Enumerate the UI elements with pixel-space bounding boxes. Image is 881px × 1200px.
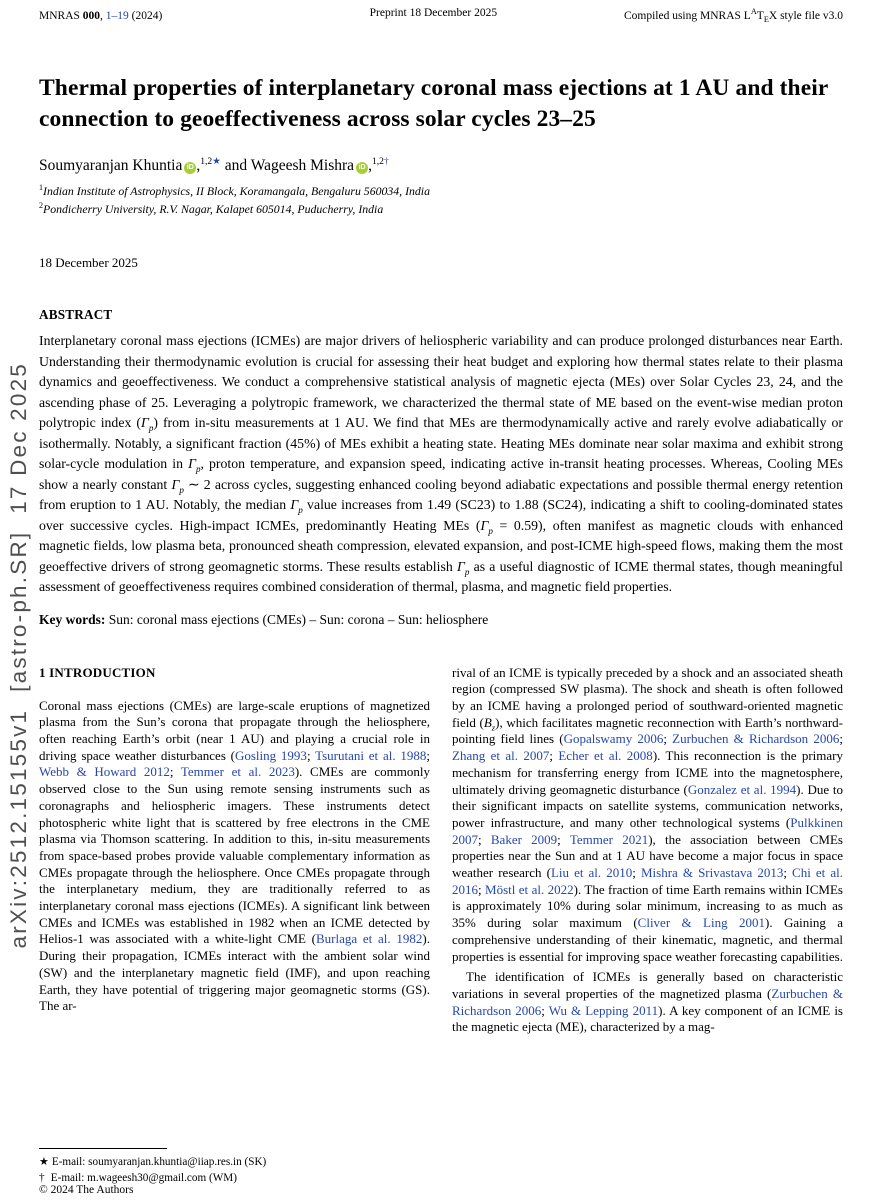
author-line: Soumyaranjan Khuntia iD ,$^{1,2★}$ and Wageesh Mishra iD ,$^{1,2\dagger}$ (39, 155, 389, 175)
citation-link[interactable]: Gosling 1993 (234, 747, 307, 763)
citation-link[interactable]: Gonzalez et al. 1994 (687, 781, 797, 797)
footnote-email-1 (39, 1154, 430, 1170)
orcid-icon-label: iD (186, 164, 194, 172)
compiled-note: Compiled using MNRAS $L^AT_EX$ style file v3.0 (623, 7, 843, 25)
orcid-icon[interactable] (356, 162, 368, 174)
keywords-label: Key words: (39, 611, 106, 627)
author-2-affil-sup: 1,2 (371, 155, 384, 167)
copyright-line: © 2024 The Authors (39, 1184, 134, 1196)
citation-link[interactable]: Temmer 2021 (569, 831, 649, 847)
citation-link[interactable]: Chi et al. 2016 (452, 865, 843, 897)
citation-link[interactable]: Echer et al. 2008 (558, 748, 653, 764)
journal-reference: MNRAS 000, 1–19 (2024) (39, 9, 163, 22)
citation-link[interactable]: Zhang et al. 2007 (452, 748, 550, 764)
author-1-affil-sup: 1,2 (200, 155, 213, 167)
orcid-icon-label: iD (358, 164, 366, 172)
arxiv-watermark (2, 248, 36, 1062)
footnote-1-text: E-mail: soumyaranjan.khuntia@iiap.res.in (SK) (49, 1156, 267, 1168)
footnote-1-mark: ★ (39, 1156, 50, 1168)
affiliation-2-sup: 2 (39, 201, 44, 211)
keywords-text: Sun: coronal mass ejections (CMEs) – Sun: corona – Sun: heliosphere (105, 611, 489, 627)
footnote-2-text: E-mail: m.wageesh30@gmail.com (WM) (48, 1172, 237, 1184)
orcid-icon[interactable] (184, 162, 196, 174)
paper-title: Thermal properties of interplanetary coronal mass ejections at 1 AU and their connection to geoeffectiveness across solar cycles 23–25 (39, 75, 828, 133)
citation-link[interactable]: Burlaga et al. 1982 (316, 931, 423, 947)
citation-link[interactable]: Liu et al. 2010 (550, 865, 633, 881)
citation-link[interactable]: Baker 2009 (490, 831, 558, 847)
abstract-heading: ABSTRACT (39, 307, 113, 323)
citation-link[interactable]: Zurbuchen & Richardson 2006 (672, 731, 840, 747)
two-column-body (39, 665, 843, 1036)
citation-link[interactable]: Möstl et al. 2022 (485, 881, 574, 897)
journal-name: MNRAS (39, 9, 83, 22)
submission-date: 18 December 2025 (39, 255, 138, 271)
arxiv-watermark-text: arXiv:2512.15155v1 [astro-ph.SR] 17 Dec 2025 (6, 361, 31, 949)
citation-link[interactable]: Gopalswamy 2006 (563, 731, 664, 747)
author-1-name: Soumyaranjan Khuntia (39, 157, 183, 175)
thanks-mark-star[interactable]: ★ (212, 155, 221, 167)
citation-link[interactable]: Mishra & Srivastava 2013 (640, 865, 784, 881)
citation-link[interactable]: Zurbuchen & Richardson 2006 (452, 985, 843, 1018)
thanks-mark-dagger[interactable]: † (383, 155, 389, 167)
keywords-line (39, 612, 843, 628)
section-heading-introduction: 1 INTRODUCTION (39, 664, 156, 680)
citation-link[interactable]: Temmer et al. 2023 (180, 764, 295, 780)
running-header (39, 0, 843, 24)
intro-paragraph-1: Coronal mass ejections (CMEs) are large-scale eruptions of magnetized plasma from the Sun’s corona that propagate through the heliosphere, often reaching Earth’s orbit (near 1 AU) and playing a crucial role in driving space weather disturbances (Gosling 1993; Tsurutani et al. 1988; Webb & Howard 2012; Temmer et al. 2023). CMEs are commonly observed close to the Sun using remote sensing instruments such as coronagraphs and heliospheric imagers. These instruments detect photospheric white light that is scattered by free electrons in the CME plasma via Thomson scattering. In addition to this, in-situ measurements from space-based probes provide valuable complementary information as CMEs propagate through the heliosphere. Once CMEs propagate through the interplanetary medium, they are traditionally referred to as interplanetary coronal mass ejections (ICMEs). A significant link between CMEs and ICMEs was established in 1982 when an ICME detected by Helios-1 was associated with a white-light CME (Burlaga et al. 1982). During their propagation, ICMEs interact with the ambient solar wind (SW) and the interplanetary magnetic field (IMF), and upon reaching Earth, they have potential of triggering major geomagnetic storms (GS). The ar- (39, 697, 430, 1014)
citation-link[interactable]: Pulkkinen 2007 (452, 814, 843, 847)
journal-volume: 000 (82, 9, 101, 22)
citation-link[interactable]: Wu & Lepping 2011 (548, 1002, 659, 1018)
page-range-link[interactable]: 1–19 (105, 9, 129, 22)
affiliations (39, 182, 843, 218)
intro-paragraph-2: The identification of ICMEs is generally based on characteristic variations in several properties of the magnetized plasma (Zurbuchen & Richardson 2006; Wu & Lepping 2011). A key component of an ICME is the magnetic ejecta (ME), characterized by a mag- (452, 969, 843, 1035)
column-right (452, 665, 843, 1036)
preprint-date: Preprint 18 December 2025 (369, 7, 498, 19)
abstract-text: Interplanetary coronal mass ejections (ICMEs) are major drivers of heliospheric variability and can produce prolonged disturbances near Earth. Understanding their thermodynamic evolution is crucial for assessing their heat budget and exploring how thermal states relate to their plasma dynamics and geoeffectiveness. We conduct a comprehensive statistical analysis of magnetic ejecta (MEs) over Solar Cycles 23, 24, and the ascending phase of 25. Leveraging a polytropic framework, we characterized the thermal state of ME based on the event-wise median proton polytropic index $(\Gamma_p)$ from in-situ measurements at 1 AU. We find that MEs are thermodynamically active and rarely evolve adiabatically or isothermally. Notably, a significant fraction (45%) of MEs exhibit a heating state. Heating MEs dominate near solar maxima and exhibit strong solar-cycle modulation in $\Gamma_p$, proton temperature, and expansion speed, indicating active in-transit heating processes. Whereas, Cooling MEs show a nearly constant $\Gamma_p$ ∼ 2 across cycles, suggesting enhanced cooling beyond adiabatic expectations and possible thermal energy retention from eruption to 1 AU. Notably, the median $\Gamma_p$ value increases from 1.49 (SC23) to 1.88 (SC24), indicating a shift to cooling-dominated states over successive cycles. High-impact ICMEs, predominantly Heating MEs $(\Gamma_p = 0.59)$, often manifest as magnetic clouds with enhanced magnetic fields, low plasma beta, pronounced sheath compression, elevated expansion, and post-ICME high-speed flows, making them the most geoeffective drivers of strong geomagnetic storms. These results establish $\Gamma_p$ as a useful diagnostic of ICME thermal states, though meaningful assessment of geoeffectiveness requires combined consideration of thermal, plasma, and magnetic field properties. (39, 333, 844, 595)
journal-year: (2024) (128, 9, 163, 22)
affiliation-2-text: Pondicherry University, R.V. Nagar, Kalapet 605014, Puducherry, India (43, 202, 384, 217)
author-joiner: and (220, 157, 251, 175)
footnote-block (39, 1148, 430, 1186)
page-content (39, 0, 843, 1036)
affiliation-1-text: Indian Institute of Astrophysics, II Block, Koramangala, Bengaluru 560034, India (43, 184, 430, 199)
citation-link[interactable]: Webb & Howard 2012 (39, 764, 170, 780)
citation-link[interactable]: Cliver & Ling 2001 (637, 915, 765, 931)
intro-paragraph-1-continued: rival of an ICME is typically preceded by a shock and an associated sheath region (compressed SW plasma). The shock and sheath is often followed by an ICME having a prolonged period of southward-oriented magnetic field $(B_z)$, which facilitates magnetic reconnection with Earth’s northward-pointing field lines (Gopalswamy 2006; Zurbuchen & Richardson 2006; Zhang et al. 2007; Echer et al. 2008). This reconnection is the primary mechanism for transferring energy from ICME into the magnetosphere, ultimately driving geomagnetic disturbance (Gonzalez et al. 1994). Due to their significant impacts on satellite systems, communication networks, power infrastructure, and many other technological systems (Pulkkinen 2007; Baker 2009; Temmer 2021), the association between CMEs properties near the Sun and at 1 AU have become a major focus in space weather research (Liu et al. 2010; Mishra & Srivastava 2013; Chi et al. 2016; Möstl et al. 2022). The fraction of time Earth remains within ICMEs is approximately 10% during solar minimum, increasing to as much as 35% during solar maximum (Cliver & Ling 2001). Gaining a comprehensive understanding of their kinematic, magnetic, and thermal properties is essential for improving space weather forecasting capabilities. (452, 664, 843, 964)
affiliation-1 (39, 182, 843, 200)
column-left (39, 665, 430, 1036)
affiliation-1-sup: 1 (39, 183, 44, 193)
citation-link[interactable]: Tsurutani et al. 1988 (315, 747, 427, 763)
affiliation-2 (39, 200, 843, 218)
author-2-name: Wageesh Mishra (250, 157, 355, 175)
footnote-2-mark: † (39, 1172, 45, 1184)
